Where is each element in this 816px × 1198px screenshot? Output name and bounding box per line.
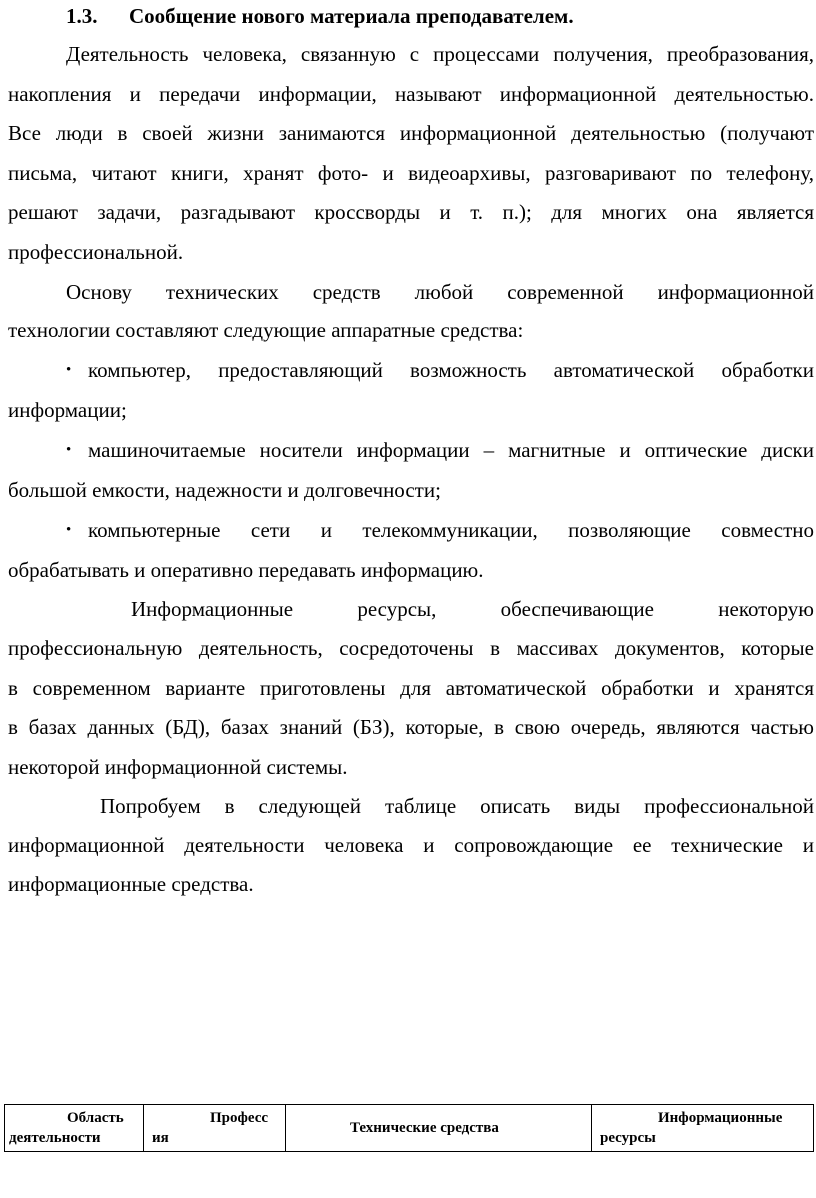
paragraph-line: Основу технических средств любой современной информационной [66,280,814,304]
header-text: Область [67,1110,124,1126]
section-title: Сообщение нового материала преподавателем. [129,4,574,28]
activities-table [4,1104,814,1152]
section-heading [66,4,574,28]
paragraph-line: в современном варианте приготовлены для автоматической обработки и хранятся [8,676,814,700]
paragraph-line: Попробуем в следующей таблице описать виды профессиональной [100,794,814,818]
paragraph-line: Деятельность человека, связанную с процессами получения, преобразования, [66,42,814,66]
header-text: Професс [210,1110,269,1126]
header-cell-area [5,1105,144,1152]
paragraph-line: некоторой информационной системы. [8,755,348,779]
section-number: 1.3. [66,4,98,28]
paragraph-line: в базах данных (БД), базах знаний (БЗ), которые, в свою очередь, являются частью [8,715,814,739]
bullet-line: информации; [8,398,127,422]
header-text: деятельности [9,1130,101,1146]
paragraph-line: профессиональную деятельность, сосредоточены в массивах документов, которые [8,636,814,660]
paragraph-line: письма, читают книги, хранят фото- и видеоархивы, разговаривают по телефону, [8,161,814,185]
paragraph-line: информационные средства. [8,872,254,896]
header-text: Информационные [658,1110,783,1126]
bullet-icon: • [66,442,72,458]
bullet-line: компьютерные сети и телекоммуникации, позволяющие совместно [88,518,814,542]
header-cell-technical [286,1105,592,1152]
header-text: Технические средства [350,1120,499,1136]
paragraph-line: технологии составляют следующие аппаратные средства: [8,318,524,342]
paragraph-line: Информационные ресурсы, обеспечивающие некоторую [131,597,814,621]
paragraph-line: профессиональной. [8,240,184,264]
bullet-line: компьютер, предоставляющий возможность автоматической обработки [88,358,814,382]
bullet-line: большой емкости, надежности и долговечности; [8,478,441,502]
bullet-icon: • [66,362,72,378]
header-text: ия [152,1130,169,1146]
paragraph-line: информационной деятельности человека и сопровождающие ее технические и [8,833,814,857]
paragraph-line: Все люди в своей жизни занимаются информационной деятельностью (получают [8,121,814,145]
header-text: ресурсы [600,1130,656,1146]
table-header-row [5,1105,814,1152]
bullet-icon: • [66,522,72,538]
paragraph-line: накопления и передачи информации, называют информационной деятельностью. [8,82,814,106]
header-cell-profession [144,1105,286,1152]
bullet-line: машиночитаемые носители информации – магнитные и оптические диски [88,438,814,462]
bullet-line: обрабатывать и оперативно передавать информацию. [8,558,484,582]
header-cell-resources [592,1105,814,1152]
paragraph-line: решают задачи, разгадывают кроссворды и т. п.); для многих она является [8,200,814,224]
